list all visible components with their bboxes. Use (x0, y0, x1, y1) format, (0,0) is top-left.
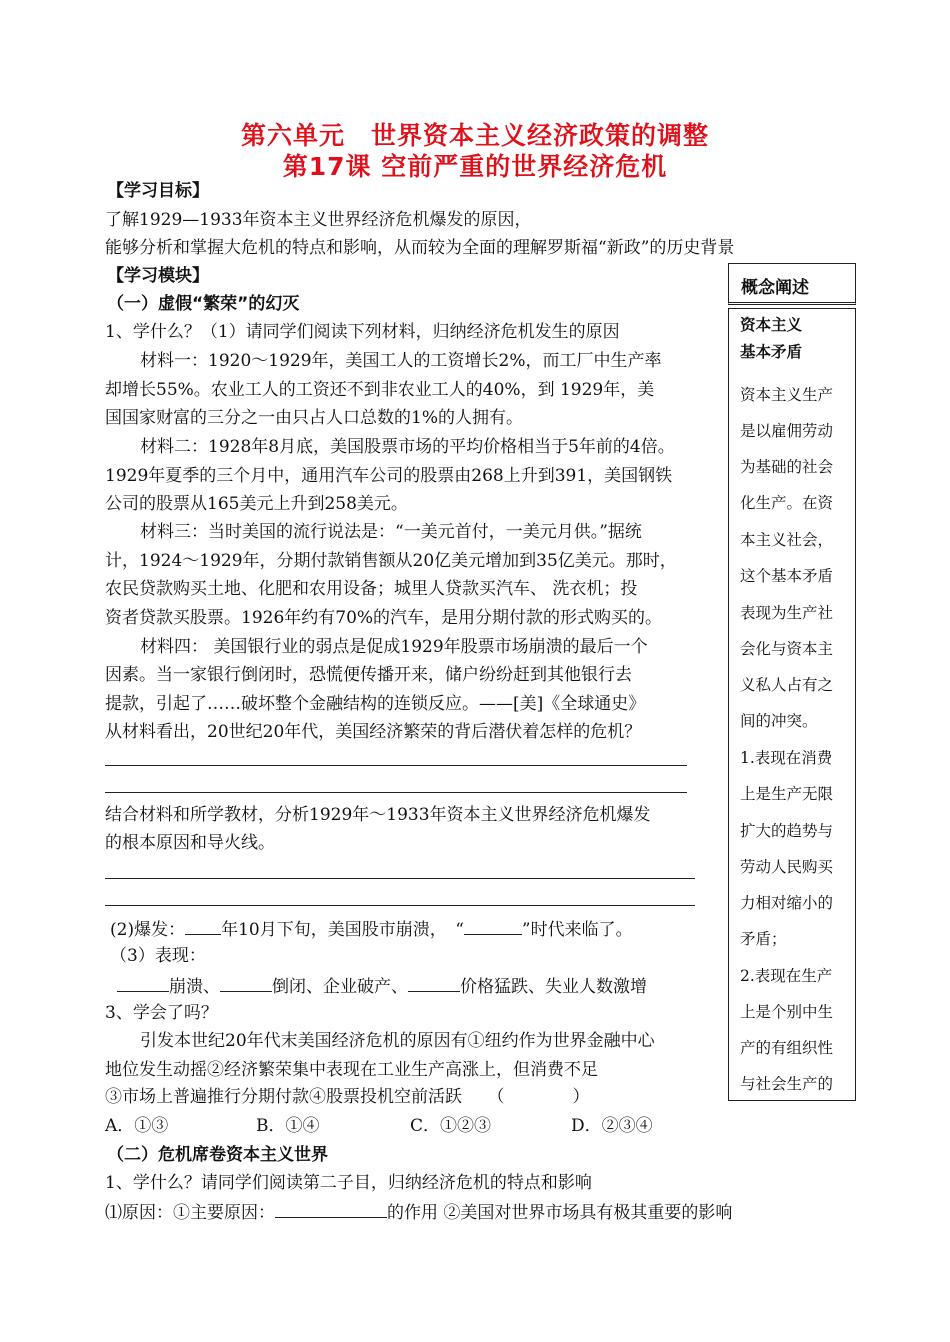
material-line: 材料四： 美国银行业的弱点是促成1929年股票市场崩溃的最后一个 (140, 637, 648, 657)
fill-blank[interactable] (185, 918, 221, 935)
answer-line[interactable] (105, 878, 695, 879)
module-heading: 【学习模块】 (107, 266, 209, 286)
material-line: 却增长55%。农业工人的工资还不到非农业工人的40%，到 1929年，美 (105, 380, 655, 400)
lesson-title: 第17课 空前严重的世界经济危机 (282, 152, 668, 181)
unit-title: 第六单元 世界资本主义经济政策的调整 (240, 121, 709, 150)
concept-line: 会化与资本主 (740, 640, 834, 658)
mc-stem: 地位发生动摇②经济繁荣集中表现在工业生产高涨上，但消费不足 (105, 1060, 598, 1080)
concept-line: 产的有组织性 (740, 1039, 834, 1057)
fill-blank[interactable] (117, 975, 169, 992)
question-1: 1、学什么？（1）请同学们阅读下列材料，归纳经济危机发生的原因 (105, 322, 620, 342)
option-d[interactable]: D．②③④ (571, 1116, 653, 1136)
concept-line: 表现为生产社 (740, 604, 834, 622)
fill-blank[interactable] (464, 918, 522, 935)
material-line: 农民贷款购买土地、化肥和农用设备；城里人贷款买汽车、 洗衣机；投 (105, 579, 638, 599)
material-line: 材料二：1928年8月底，美国股票市场的平均价格相当于5年前的4倍。 (140, 437, 675, 457)
concept-term: 资本主义 (740, 316, 803, 334)
question-2-1: 1、学什么？请同学们阅读第二子目，归纳经济危机的特点和影响 (105, 1173, 592, 1193)
material-line: 提款，引起了……破坏整个金融结构的连锁反应。——[美]《全球通史》 (105, 694, 646, 714)
concept-heading: 概念阐述 (741, 278, 809, 298)
prompt-question: 结合材料和所学教材，分析1929年～1933年资本主义世界经济危机爆发 (105, 805, 651, 825)
concept-line: 与社会生产的 (740, 1075, 834, 1093)
concept-line: 为基础的社会 (740, 458, 834, 476)
objective-line: 能够分析和掌握大危机的特点和影响，从而较为全面的理解罗斯福“新政”的历史背景 (105, 238, 735, 258)
concept-line: 义私人占有之 (740, 676, 834, 694)
concept-line: 矛盾； (740, 930, 787, 948)
fill-blank[interactable] (220, 975, 272, 992)
option-a[interactable]: A．①③ (105, 1116, 169, 1136)
material-line: 材料一：1920～1929年，美国工人的工资增长2%，而工厂中生产率 (140, 351, 662, 371)
manifest-line: 崩溃、 倒闭、企业破产、 价格猛跌、失业人数激增 (117, 975, 647, 997)
answer-line[interactable] (105, 765, 687, 766)
concept-line: 劳动人民购买 (740, 858, 834, 876)
concept-line: 2.表现在生产 (740, 967, 833, 985)
fill-blank[interactable] (275, 1201, 387, 1218)
question-3: 3、学会了吗？ (105, 1003, 218, 1023)
concept-line: 上是生产无限 (740, 785, 834, 803)
prompt-question: 从材料看出，20世纪20年代，美国经济繁荣的背后潜伏着怎样的危机？ (105, 722, 642, 742)
concept-term: 基本矛盾 (740, 343, 803, 361)
concept-line: 力相对缩小的 (740, 894, 834, 912)
option-b[interactable]: B．①④ (256, 1116, 320, 1136)
objective-line: 了解1929—1933年资本主义世界经济危机爆发的原因， (105, 210, 532, 230)
section-heading-2: （二）危机席卷资本主义世界 (107, 1145, 328, 1165)
concept-line: 间的冲突。 (740, 712, 818, 730)
section-heading-1: （一）虚假“繁荣”的幻灭 (107, 294, 300, 314)
material-line: 因素。当一家银行倒闭时，恐慌便传播开来，储户纷纷赶到其他银行去 (105, 665, 632, 685)
prompt-question: 的根本原因和导火线。 (105, 833, 275, 853)
material-line: 计，1924～1929年，分期付款销售额从20亿美元增加到35亿美元。那时， (105, 551, 677, 571)
mc-stem: 引发本世纪20年代末美国经济危机的原因有①纽约作为世界金融中心 (140, 1031, 655, 1051)
concept-line: 本主义社会， (740, 531, 834, 549)
outbreak-line: (2)爆发： 年10月下旬，美国股市崩溃， “ ”时代来临了。 (110, 920, 633, 940)
concept-line: 资本主义生产 (740, 386, 834, 404)
material-line: 1929年夏季的三个月中，通用汽车公司的股票由268上升到391，美国钢铁 (105, 466, 673, 486)
concept-line: 1.表现在消费 (740, 749, 833, 767)
answer-line[interactable] (105, 792, 687, 793)
concept-line: 化生产。在资 (740, 494, 834, 512)
cause-line: ⑴原因：①主要原因： 的作用 ②美国对世界市场具有极其重要的影响 (105, 1203, 733, 1223)
material-line: 公司的股票从165美元上升到258美元。 (105, 494, 408, 514)
fill-blank[interactable] (408, 975, 460, 992)
mc-stem: ③市场上普遍推行分期付款④股票投机空前活跃 （ ） (105, 1087, 590, 1107)
manifest-label: （3）表现： (110, 946, 206, 966)
concept-line: 这个基本矛盾 (740, 567, 834, 585)
material-line: 资者贷款买股票。1926年约有70%的汽车，是用分期付款的形式购买的。 (105, 608, 663, 628)
concept-line: 上是个别中生 (740, 1003, 834, 1021)
material-line: 国国家财富的三分之一由只占人口总数的1%的人拥有。 (105, 408, 523, 428)
material-line: 材料三：当时美国的流行说法是：“一美元首付，一美元月供。”据统 (140, 522, 642, 542)
answer-line[interactable] (105, 905, 695, 906)
concept-line: 扩大的趋势与 (740, 822, 834, 840)
concept-box-header (728, 263, 856, 305)
option-c[interactable]: C．①②③ (410, 1116, 492, 1136)
objectives-heading: 【学习目标】 (107, 181, 209, 201)
concept-line: 是以雇佣劳动 (740, 422, 834, 440)
